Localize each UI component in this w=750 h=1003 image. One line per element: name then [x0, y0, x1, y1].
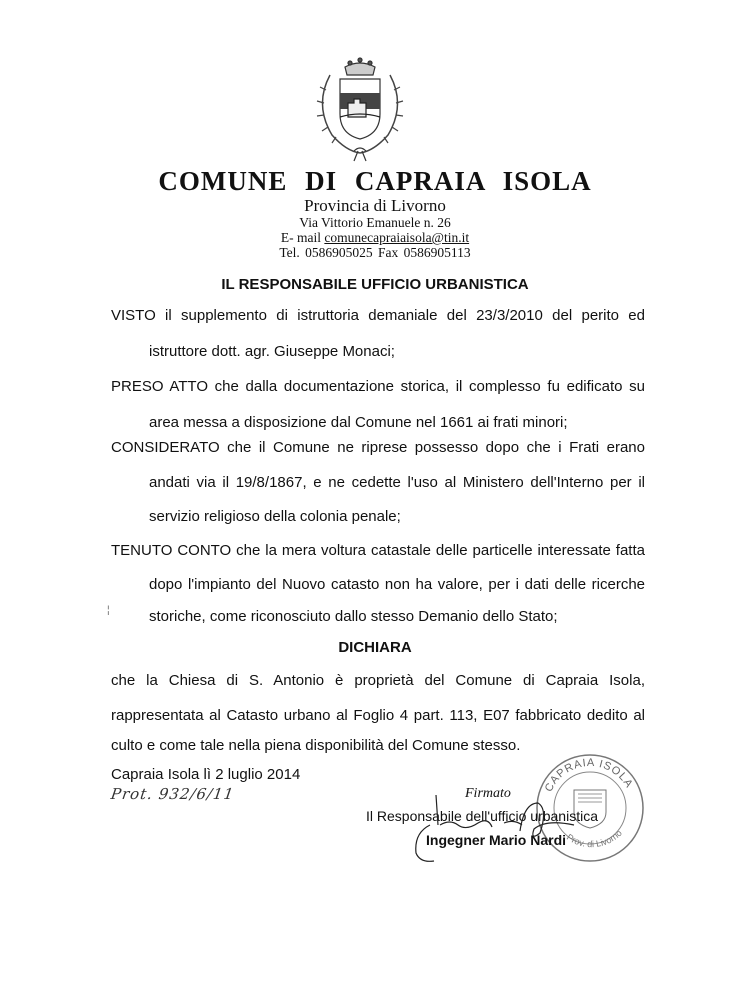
- declaration-line2: rappresentata al Catasto urbano al Foglio 4 part. 113, E07 fabbricato dedito al: [111, 707, 645, 724]
- handwritten-signature-icon: [400, 795, 600, 865]
- signatory-name: Ingegner Mario Nardi: [426, 832, 567, 848]
- svg-text:CAPRAIA ISOLA: [543, 757, 635, 794]
- phone-fax-line: Tel. 0586905025 Fax 0586905113: [279, 245, 471, 260]
- municipality-title: COMUNE DI CAPRAIA ISOLA: [158, 166, 592, 196]
- signatory-role: Il Responsabile dell'ufficio urbanistica: [366, 808, 598, 824]
- clause-considerato-line3: servizio religioso della colonia penale;: [149, 508, 401, 525]
- clause-considerato-line1: CONSIDERATO che il Comune ne riprese possesso dopo che i Frati erano: [111, 439, 645, 456]
- stamp-top-text: CAPRAIA ISOLA: [542, 756, 636, 794]
- clause-preso-atto-line2: area messa a disposizione dal Comune nel 1661 ai frati minori;: [149, 414, 568, 431]
- clause-tenuto-conto-line3: storiche, come riconosciuto dallo stesso Demanio dello Stato;: [149, 608, 558, 625]
- email-label: E- mail: [280, 230, 325, 245]
- email-link[interactable]: comunecapraiaisola@tin.it: [324, 230, 470, 245]
- stamp-bottom-text: Prov. di Livorno: [564, 827, 624, 850]
- clause-considerato-line2: andati via il 19/8/1867, e ne cedette l'uso al Ministero dell'Interno per il: [149, 474, 645, 491]
- clause-preso-atto-line1: PRESO ATTO che dalla documentazione storica, il complesso fu edificato su: [111, 378, 645, 395]
- signed-label: Firmato: [465, 786, 511, 801]
- declaration-line1: che la Chiesa di S. Antonio è proprietà del Comune di Capraia Isola,: [111, 672, 645, 689]
- margin-mark: ¦: [107, 605, 110, 616]
- office-heading: IL RESPONSABILE UFFICIO URBANISTICA: [221, 276, 529, 293]
- clause-tenuto-conto-line1: TENUTO CONTO che la mera voltura catastale delle particelle interessate fatta: [111, 542, 645, 559]
- clause-tenuto-conto-line2: dopo l'impianto del Nuovo catasto non ha valore, per i dati delle ricerche: [149, 576, 645, 593]
- declaration-heading: DICHIARA: [338, 639, 412, 656]
- declaration-line3: culto e come tale nella piena disponibilità del Comune stesso.: [111, 737, 521, 754]
- coat-of-arms-icon: [300, 55, 420, 165]
- clause-visto-line1: VISTO il supplemento di istruttoria demaniale del 23/3/2010 del perito ed: [111, 307, 645, 324]
- email-line: [0, 230, 750, 246]
- address-line: Via Vittorio Emanuele n. 26: [299, 215, 451, 230]
- place-date: Capraia Isola lì 2 luglio 2014: [111, 766, 301, 783]
- handwritten-protocol: Prot. 932/6/11: [109, 785, 236, 803]
- province-line: Provincia di Livorno: [304, 196, 446, 215]
- clause-visto-line2: istruttore dott. agr. Giuseppe Monaci;: [149, 343, 395, 360]
